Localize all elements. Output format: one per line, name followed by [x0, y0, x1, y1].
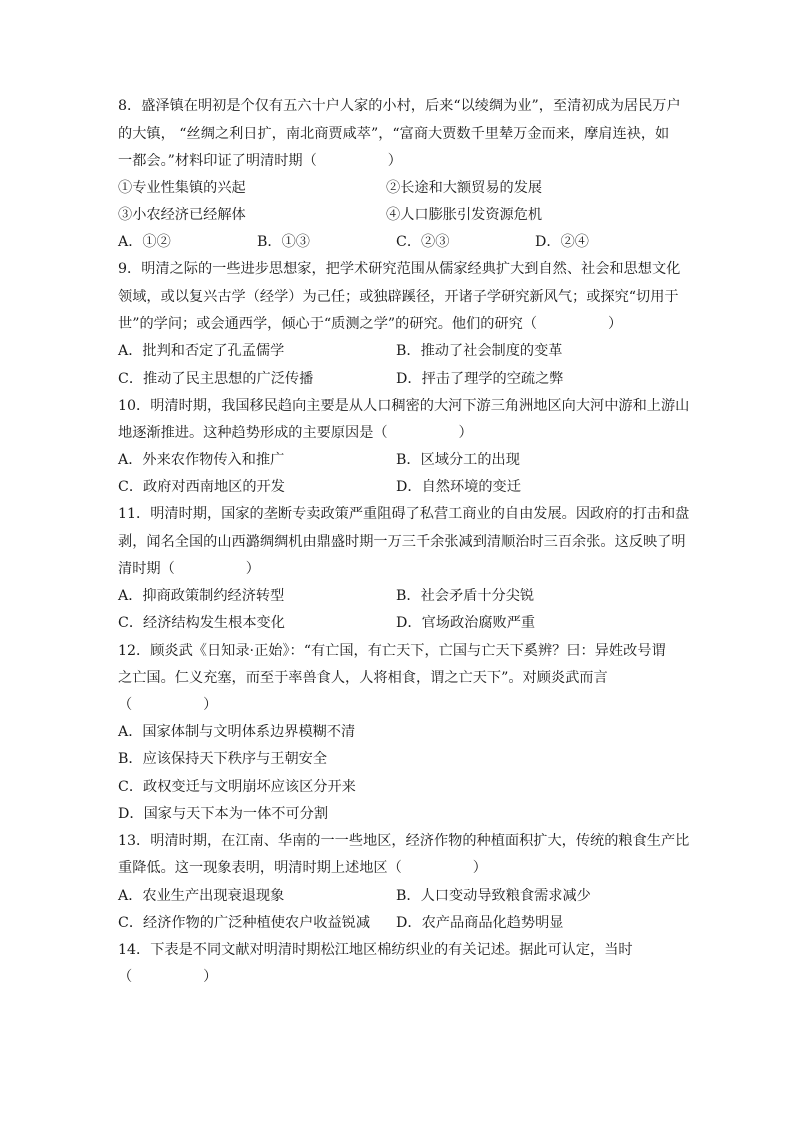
question-10-option-c[interactable]: C．政府对西南地区的开发 — [118, 479, 285, 495]
question-10-option-b[interactable]: B．区域分工的出现 — [396, 452, 520, 468]
question-11-option-c[interactable]: C．经济结构发生根本变化 — [118, 615, 285, 631]
question-8-stem-line-2: 的大镇， “丝绸之利日扩，南北商贾咸萃”，“富商大贾数千里辇万金而来，摩肩连袂，如 — [118, 126, 670, 142]
question-8-item-1: ①专业性集镇的兴起 — [118, 180, 246, 196]
question-10-option-d[interactable]: D．自然环境的变迁 — [396, 479, 521, 495]
question-10-option-a[interactable]: A．外来农作物传入和推广 — [118, 452, 285, 468]
question-9-option-c[interactable]: C．推动了民主思想的广泛传播 — [118, 371, 314, 387]
question-8-option-a[interactable]: A．①② — [118, 234, 171, 250]
question-12-option-b[interactable]: B．应该保持天下秩序与王朝安全 — [118, 751, 328, 767]
question-12-stem-line-3: （ ） — [118, 697, 218, 713]
question-9-option-b[interactable]: B．推动了社会制度的变革 — [396, 343, 563, 359]
question-9-option-a[interactable]: A．批判和否定了孔孟儒学 — [118, 343, 285, 359]
question-13-option-d[interactable]: D．农产品商品化趋势明显 — [396, 915, 564, 931]
question-11-stem-line-3: 清时期（ ） — [118, 561, 260, 577]
question-12-option-c[interactable]: C．政权变迁与文明崩坏应该区分开来 — [118, 779, 356, 795]
question-10-stem-line-2: 地逐渐推进。这种趋势形成的主要原因是（ ） — [118, 425, 473, 441]
question-14-stem-line-1: 14．下表是不同文献对明清时期松江地区棉纺织业的有关记述。据此可认定，当时 — [118, 942, 633, 958]
question-8-stem-line-1: 8．盛泽镇在明初是个仅有五六十户人家的小村，后来“以绫绸为业”，至清初成为居民万户 — [118, 98, 681, 114]
question-13-option-a[interactable]: A．农业生产出现衰退现象 — [118, 888, 285, 904]
question-8-item-2: ②长途和大额贸易的发展 — [386, 180, 543, 196]
question-11-stem-line-1: 11．明清时期，国家的垄断专卖政策严重阻碍了私营工商业的自由发展。因政府的打击和盘 — [118, 506, 690, 522]
question-11-option-b[interactable]: B．社会矛盾十分尖锐 — [396, 588, 535, 604]
question-8-item-4: ④人口膨胀引发资源危机 — [386, 207, 543, 223]
question-9-stem-line-2: 领域，或以复兴古学（经学）为己任；或独辟蹊径，开诸子学研究新风气；或探究“切用于 — [118, 289, 679, 305]
question-9-option-d[interactable]: D．抨击了理学的空疏之弊 — [396, 371, 564, 387]
question-13-stem-line-1: 13．明清时期，在江南、华南的一一些地区，经济作物的种植面积扩大，传统的粮食生产比 — [118, 833, 690, 849]
question-9-stem-line-1: 9．明清之际的一些进步思想家，把学术研究范围从儒家经典扩大到自然、社会和思想文化 — [118, 261, 681, 277]
question-12-option-d[interactable]: D．国家与天下本为一体不可分割 — [118, 806, 329, 822]
question-9-stem-line-3: 世”的学问；或会通西学，倾心于“质测之学”的研究。他们的研究（ ） — [118, 316, 623, 332]
question-11-option-a[interactable]: A．抑商政策制约经济转型 — [118, 588, 285, 604]
question-8-item-3: ③小农经济已经解体 — [118, 207, 246, 223]
question-13-option-c[interactable]: C．经济作物的广泛种植使农户收益锐减 — [118, 915, 371, 931]
question-13-option-b[interactable]: B．人口变动导致粮食需求减少 — [396, 888, 591, 904]
question-8-option-d[interactable]: D．②④ — [535, 234, 589, 250]
question-8-option-b[interactable]: B．①③ — [257, 234, 310, 250]
question-13-stem-line-2: 重降低。这一现象表明，明清时期上述地区（ ） — [118, 860, 487, 876]
question-8-option-c[interactable]: C．②③ — [396, 234, 450, 250]
question-12-stem-line-1: 12．顾炎武《日知录·正始》：“有亡国，有亡天下，亡国与亡天下奚辨？曰：异姓改号谓 — [118, 643, 666, 659]
question-8-stem-line-3: 一都会。”材料印证了明清时期（ ） — [118, 153, 402, 169]
question-12-stem-line-2: 之亡国。仁义充塞，而至于率兽食人，人将相食，谓之亡天下”。对顾炎武而言 — [118, 670, 608, 686]
question-12-option-a[interactable]: A．国家体制与文明体系边界模糊不清 — [118, 724, 356, 740]
question-14-stem-line-2: （ ） — [118, 969, 218, 985]
question-11-option-d[interactable]: D．官场政治腐败严重 — [396, 615, 536, 631]
question-11-stem-line-2: 剥，闻名全国的山西潞绸绸机由鼎盛时期一万三千余张减到清顺治时三百余张。这反映了明 — [118, 534, 686, 550]
question-10-stem-line-1: 10．明清时期，我国移民趋向主要是从人口稠密的大河下游三角洲地区向大河中游和上游山 — [118, 398, 690, 414]
